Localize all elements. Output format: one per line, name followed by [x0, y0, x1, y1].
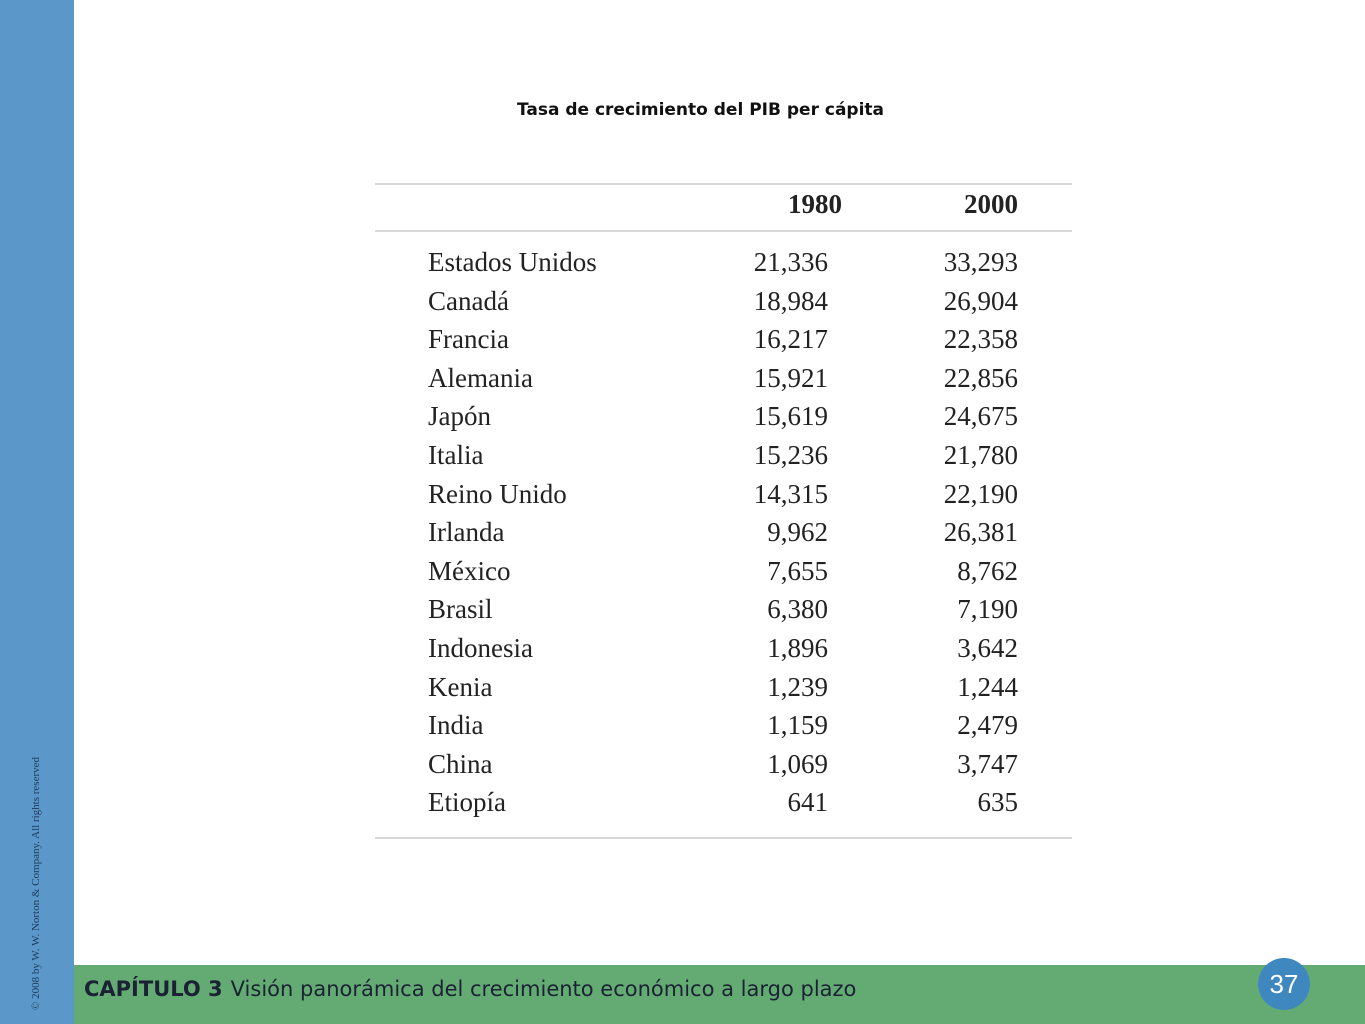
footer-caption [84, 977, 856, 1001]
value-1980-cell: 18,984 [753, 285, 828, 316]
table-row [375, 706, 1072, 745]
table-row [375, 243, 1072, 282]
footer-subtitle: Visión panorámica del crecimiento económico a largo plazo [230, 977, 857, 1001]
country-cell: Brasil [428, 594, 493, 625]
value-2000-cell: 3,747 [957, 748, 1018, 779]
country-cell: Canadá [428, 285, 509, 316]
value-1980-cell: 21,336 [753, 247, 828, 277]
country-cell: Etiopía [428, 787, 506, 818]
value-2000-cell: 26,904 [943, 285, 1018, 316]
value-1980-cell: 1,069 [767, 748, 828, 779]
country-cell: Reino Unido [428, 478, 567, 509]
table-row [375, 320, 1072, 359]
value-1980-cell: 15,619 [753, 401, 828, 432]
value-2000-cell: 22,190 [943, 478, 1018, 509]
table-row [375, 475, 1072, 514]
value-2000-cell: 26,381 [943, 517, 1018, 548]
table-row [375, 397, 1072, 436]
footer-chapter: CAPÍTULO 3 [84, 977, 223, 1001]
column-header-1980: 1980 [788, 189, 842, 219]
table-row [375, 436, 1072, 475]
value-1980-cell: 1,159 [767, 710, 828, 741]
table-row [375, 359, 1072, 398]
table-row [375, 783, 1072, 822]
country-cell: India [428, 710, 484, 741]
copyright-notice: © 2008 by W. W. Norton & Company. All rights reserved [30, 757, 42, 1010]
value-2000-cell: 22,358 [943, 324, 1018, 355]
value-2000-cell: 1,244 [957, 671, 1018, 702]
value-2000-cell: 8,762 [957, 555, 1018, 586]
value-1980-cell: 14,315 [753, 478, 828, 509]
country-cell: China [428, 748, 493, 779]
column-header-2000: 2000 [964, 189, 1018, 219]
table-row [375, 590, 1072, 629]
table-row [375, 552, 1072, 591]
value-1980-cell: 15,236 [753, 439, 828, 470]
gdp-table [375, 183, 1072, 839]
table-row [375, 513, 1072, 552]
value-2000-cell: 635 [977, 787, 1018, 818]
table-row [375, 282, 1072, 321]
table-row [375, 629, 1072, 668]
value-1980-cell: 641 [787, 787, 828, 818]
table-body [375, 243, 1072, 822]
table-row [375, 668, 1072, 707]
country-cell: Francia [428, 324, 509, 355]
value-2000-cell: 24,675 [943, 401, 1018, 432]
value-2000-cell: 22,856 [943, 362, 1018, 393]
value-2000-cell: 2,479 [957, 710, 1018, 741]
country-cell: México [428, 555, 511, 586]
value-1980-cell: 9,962 [767, 517, 828, 548]
value-1980-cell: 1,239 [767, 671, 828, 702]
value-1980-cell: 15,921 [753, 362, 828, 393]
country-cell: Indonesia [428, 632, 533, 663]
value-1980-cell: 1,896 [767, 632, 828, 663]
country-cell: Kenia [428, 671, 493, 702]
slide-title: Tasa de crecimiento del PIB per cápita [516, 100, 885, 120]
value-2000-cell: 33,293 [943, 247, 1018, 277]
value-1980-cell: 6,380 [767, 594, 828, 625]
country-cell: Italia [428, 439, 484, 470]
table-top-rule [375, 183, 1072, 185]
table-header-rule [375, 230, 1072, 232]
value-2000-cell: 7,190 [957, 594, 1018, 625]
country-cell: Irlanda [428, 517, 505, 548]
country-cell: Japón [428, 401, 491, 432]
country-cell: Estados Unidos [428, 247, 597, 277]
page-number-badge: 37 [1258, 958, 1310, 1010]
table-row [375, 745, 1072, 784]
value-2000-cell: 21,780 [943, 439, 1018, 470]
value-1980-cell: 16,217 [753, 324, 828, 355]
country-cell: Alemania [428, 362, 533, 393]
table-bottom-rule [375, 837, 1072, 839]
value-2000-cell: 3,642 [957, 632, 1018, 663]
value-1980-cell: 7,655 [767, 555, 828, 586]
